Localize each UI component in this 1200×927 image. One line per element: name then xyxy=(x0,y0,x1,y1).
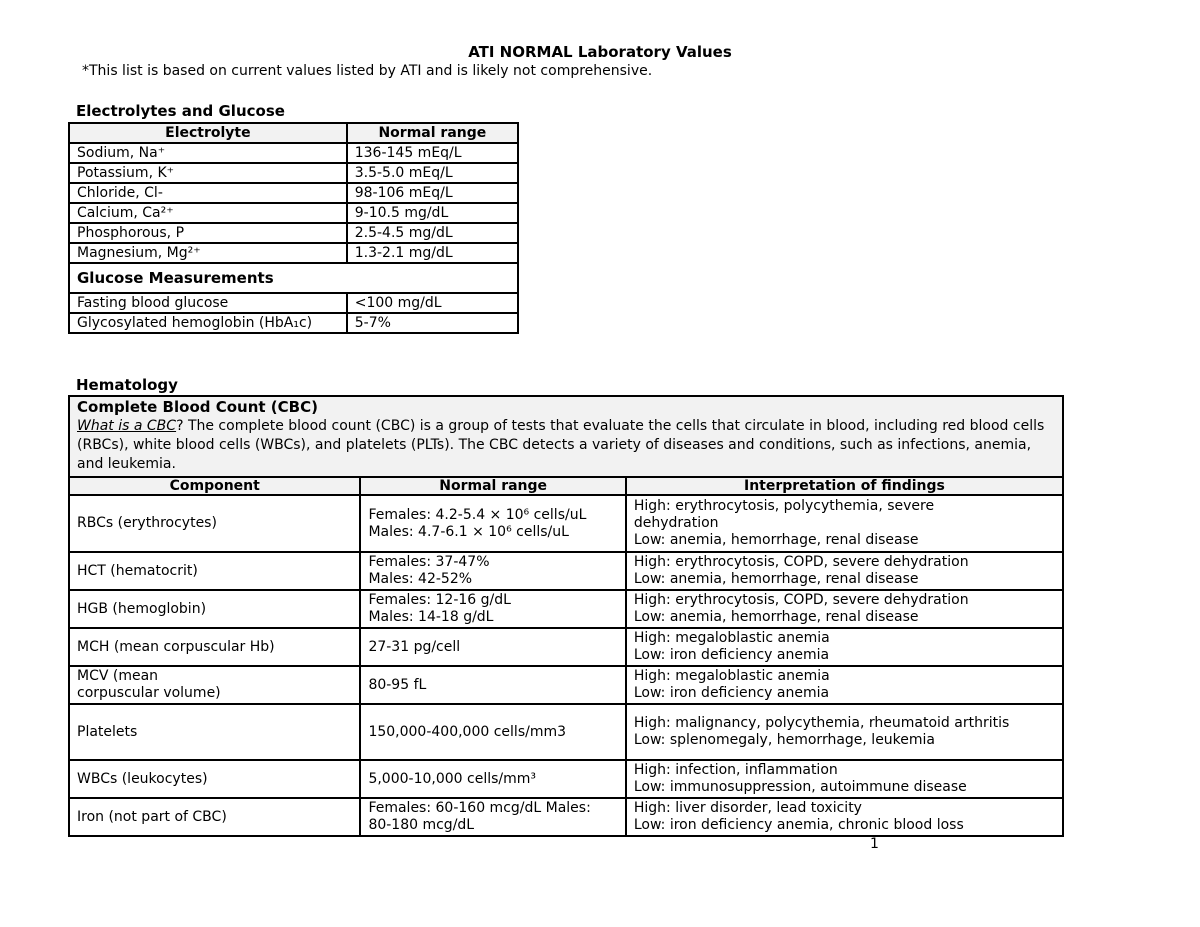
interpretation-cell: High: liver disorder, lead toxicity Low: iron deficiency anemia, chronic blood loss xyxy=(626,798,1063,836)
cbc-intro-cell xyxy=(69,396,1063,477)
glucose-test-name: Fasting blood glucose xyxy=(69,293,347,313)
component-cell: MCH (mean corpuscular Hb) xyxy=(69,628,360,666)
electrolyte-range: 98-106 mEq/L xyxy=(347,183,518,203)
table-row xyxy=(69,183,518,203)
glucose-test-range: 5-7% xyxy=(347,313,518,333)
interpretation-cell: High: megaloblastic anemia Low: iron deficiency anemia xyxy=(626,628,1063,666)
interpretation-column-header: Interpretation of findings xyxy=(626,477,1063,495)
range-cell: Females: 60-160 mcg/dL Males: 80-180 mcg/dL xyxy=(360,798,625,836)
table-row xyxy=(69,798,1063,836)
cbc-question: What is a CBC xyxy=(77,418,177,434)
component-cell: WBCs (leukocytes) xyxy=(69,760,360,798)
table-row xyxy=(69,163,518,183)
table-row xyxy=(69,666,1063,704)
electrolyte-name: Calcium, Ca²⁺ xyxy=(69,203,347,223)
range-cell: 150,000-400,000 cells/mm3 xyxy=(360,704,625,760)
cbc-header-row xyxy=(69,477,1063,495)
table-row xyxy=(69,760,1063,798)
range-cell: 5,000-10,000 cells/mm³ xyxy=(360,760,625,798)
component-cell: Platelets xyxy=(69,704,360,760)
cbc-table xyxy=(68,395,1064,837)
glucose-subheading: Glucose Measurements xyxy=(69,263,518,293)
table-row xyxy=(69,293,518,313)
interpretation-cell: High: infection, inflammation Low: immunosuppression, autoimmune disease xyxy=(626,760,1063,798)
table-row xyxy=(69,552,1063,590)
electrolyte-name: Chloride, Cl- xyxy=(69,183,347,203)
table-row xyxy=(69,628,1063,666)
table-row xyxy=(69,704,1063,760)
electrolytes-heading: Electrolytes and Glucose xyxy=(76,102,285,120)
hematology-heading: Hematology xyxy=(76,376,178,394)
component-cell: RBCs (erythrocytes) xyxy=(69,495,360,552)
electrolyte-column-header: Electrolyte xyxy=(69,123,347,143)
cbc-title: Complete Blood Count (CBC) xyxy=(77,398,318,416)
electrolyte-range: 136-145 mEq/L xyxy=(347,143,518,163)
table-row xyxy=(69,495,1063,552)
document-title: ATI NORMAL Laboratory Values xyxy=(468,43,732,61)
table-row xyxy=(69,590,1063,628)
interpretation-cell: High: erythrocytosis, COPD, severe dehydration Low: anemia, hemorrhage, renal disease xyxy=(626,552,1063,590)
electrolyte-name: Magnesium, Mg²⁺ xyxy=(69,243,347,263)
cbc-description: ? The complete blood count (CBC) is a group of tests that evaluate the cells that circulate in blood, including red blood cells (RBCs), white blood cells (WBCs), and platelets (PLTs). The CBC detects a variety of diseases and conditions, such as infections, anemia, and leukemia. xyxy=(77,418,1045,472)
component-column-header: Component xyxy=(69,477,360,495)
range-cell: 80-95 fL xyxy=(360,666,625,704)
table-row xyxy=(69,223,518,243)
interpretation-cell: High: megaloblastic anemia Low: iron deficiency anemia xyxy=(626,666,1063,704)
page-number: 1 xyxy=(870,836,879,852)
table-row xyxy=(69,313,518,333)
cbc-description-block xyxy=(77,417,1055,474)
component-cell: Iron (not part of CBC) xyxy=(69,798,360,836)
electrolytes-header-row xyxy=(69,123,518,143)
normal-range-column-header: Normal range xyxy=(360,477,625,495)
component-cell: HGB (hemoglobin) xyxy=(69,590,360,628)
component-cell: MCV (mean corpuscular volume) xyxy=(69,666,360,704)
normal-range-column-header: Normal range xyxy=(347,123,518,143)
electrolyte-name: Sodium, Na⁺ xyxy=(69,143,347,163)
table-row xyxy=(69,143,518,163)
glucose-subheading-row xyxy=(69,263,518,293)
electrolyte-name: Potassium, K⁺ xyxy=(69,163,347,183)
document-subtitle: *This list is based on current values listed by ATI and is likely not comprehensive. xyxy=(82,63,653,79)
range-cell: Females: 37-47% Males: 42-52% xyxy=(360,552,625,590)
electrolyte-name: Phosphorous, P xyxy=(69,223,347,243)
electrolyte-range: 2.5-4.5 mg/dL xyxy=(347,223,518,243)
cbc-intro-row xyxy=(69,396,1063,477)
interpretation-cell: High: erythrocytosis, COPD, severe dehydration Low: anemia, hemorrhage, renal disease xyxy=(626,590,1063,628)
electrolyte-range: 1.3-2.1 mg/dL xyxy=(347,243,518,263)
range-cell: 27-31 pg/cell xyxy=(360,628,625,666)
glucose-test-name: Glycosylated hemoglobin (HbA₁c) xyxy=(69,313,347,333)
component-cell: HCT (hematocrit) xyxy=(69,552,360,590)
electrolyte-range: 9-10.5 mg/dL xyxy=(347,203,518,223)
table-row xyxy=(69,243,518,263)
range-cell: Females: 4.2-5.4 × 10⁶ cells/uL Males: 4.7-6.1 × 10⁶ cells/uL xyxy=(360,495,625,552)
interpretation-cell: High: erythrocytosis, polycythemia, severe dehydration Low: anemia, hemorrhage, renal disease xyxy=(626,495,1063,552)
interpretation-cell: High: malignancy, polycythemia, rheumatoid arthritis Low: splenomegaly, hemorrhage, leukemia xyxy=(626,704,1063,760)
electrolytes-table xyxy=(68,122,519,334)
electrolyte-range: 3.5-5.0 mEq/L xyxy=(347,163,518,183)
glucose-test-range: <100 mg/dL xyxy=(347,293,518,313)
table-row xyxy=(69,203,518,223)
range-cell: Females: 12-16 g/dL Males: 14-18 g/dL xyxy=(360,590,625,628)
